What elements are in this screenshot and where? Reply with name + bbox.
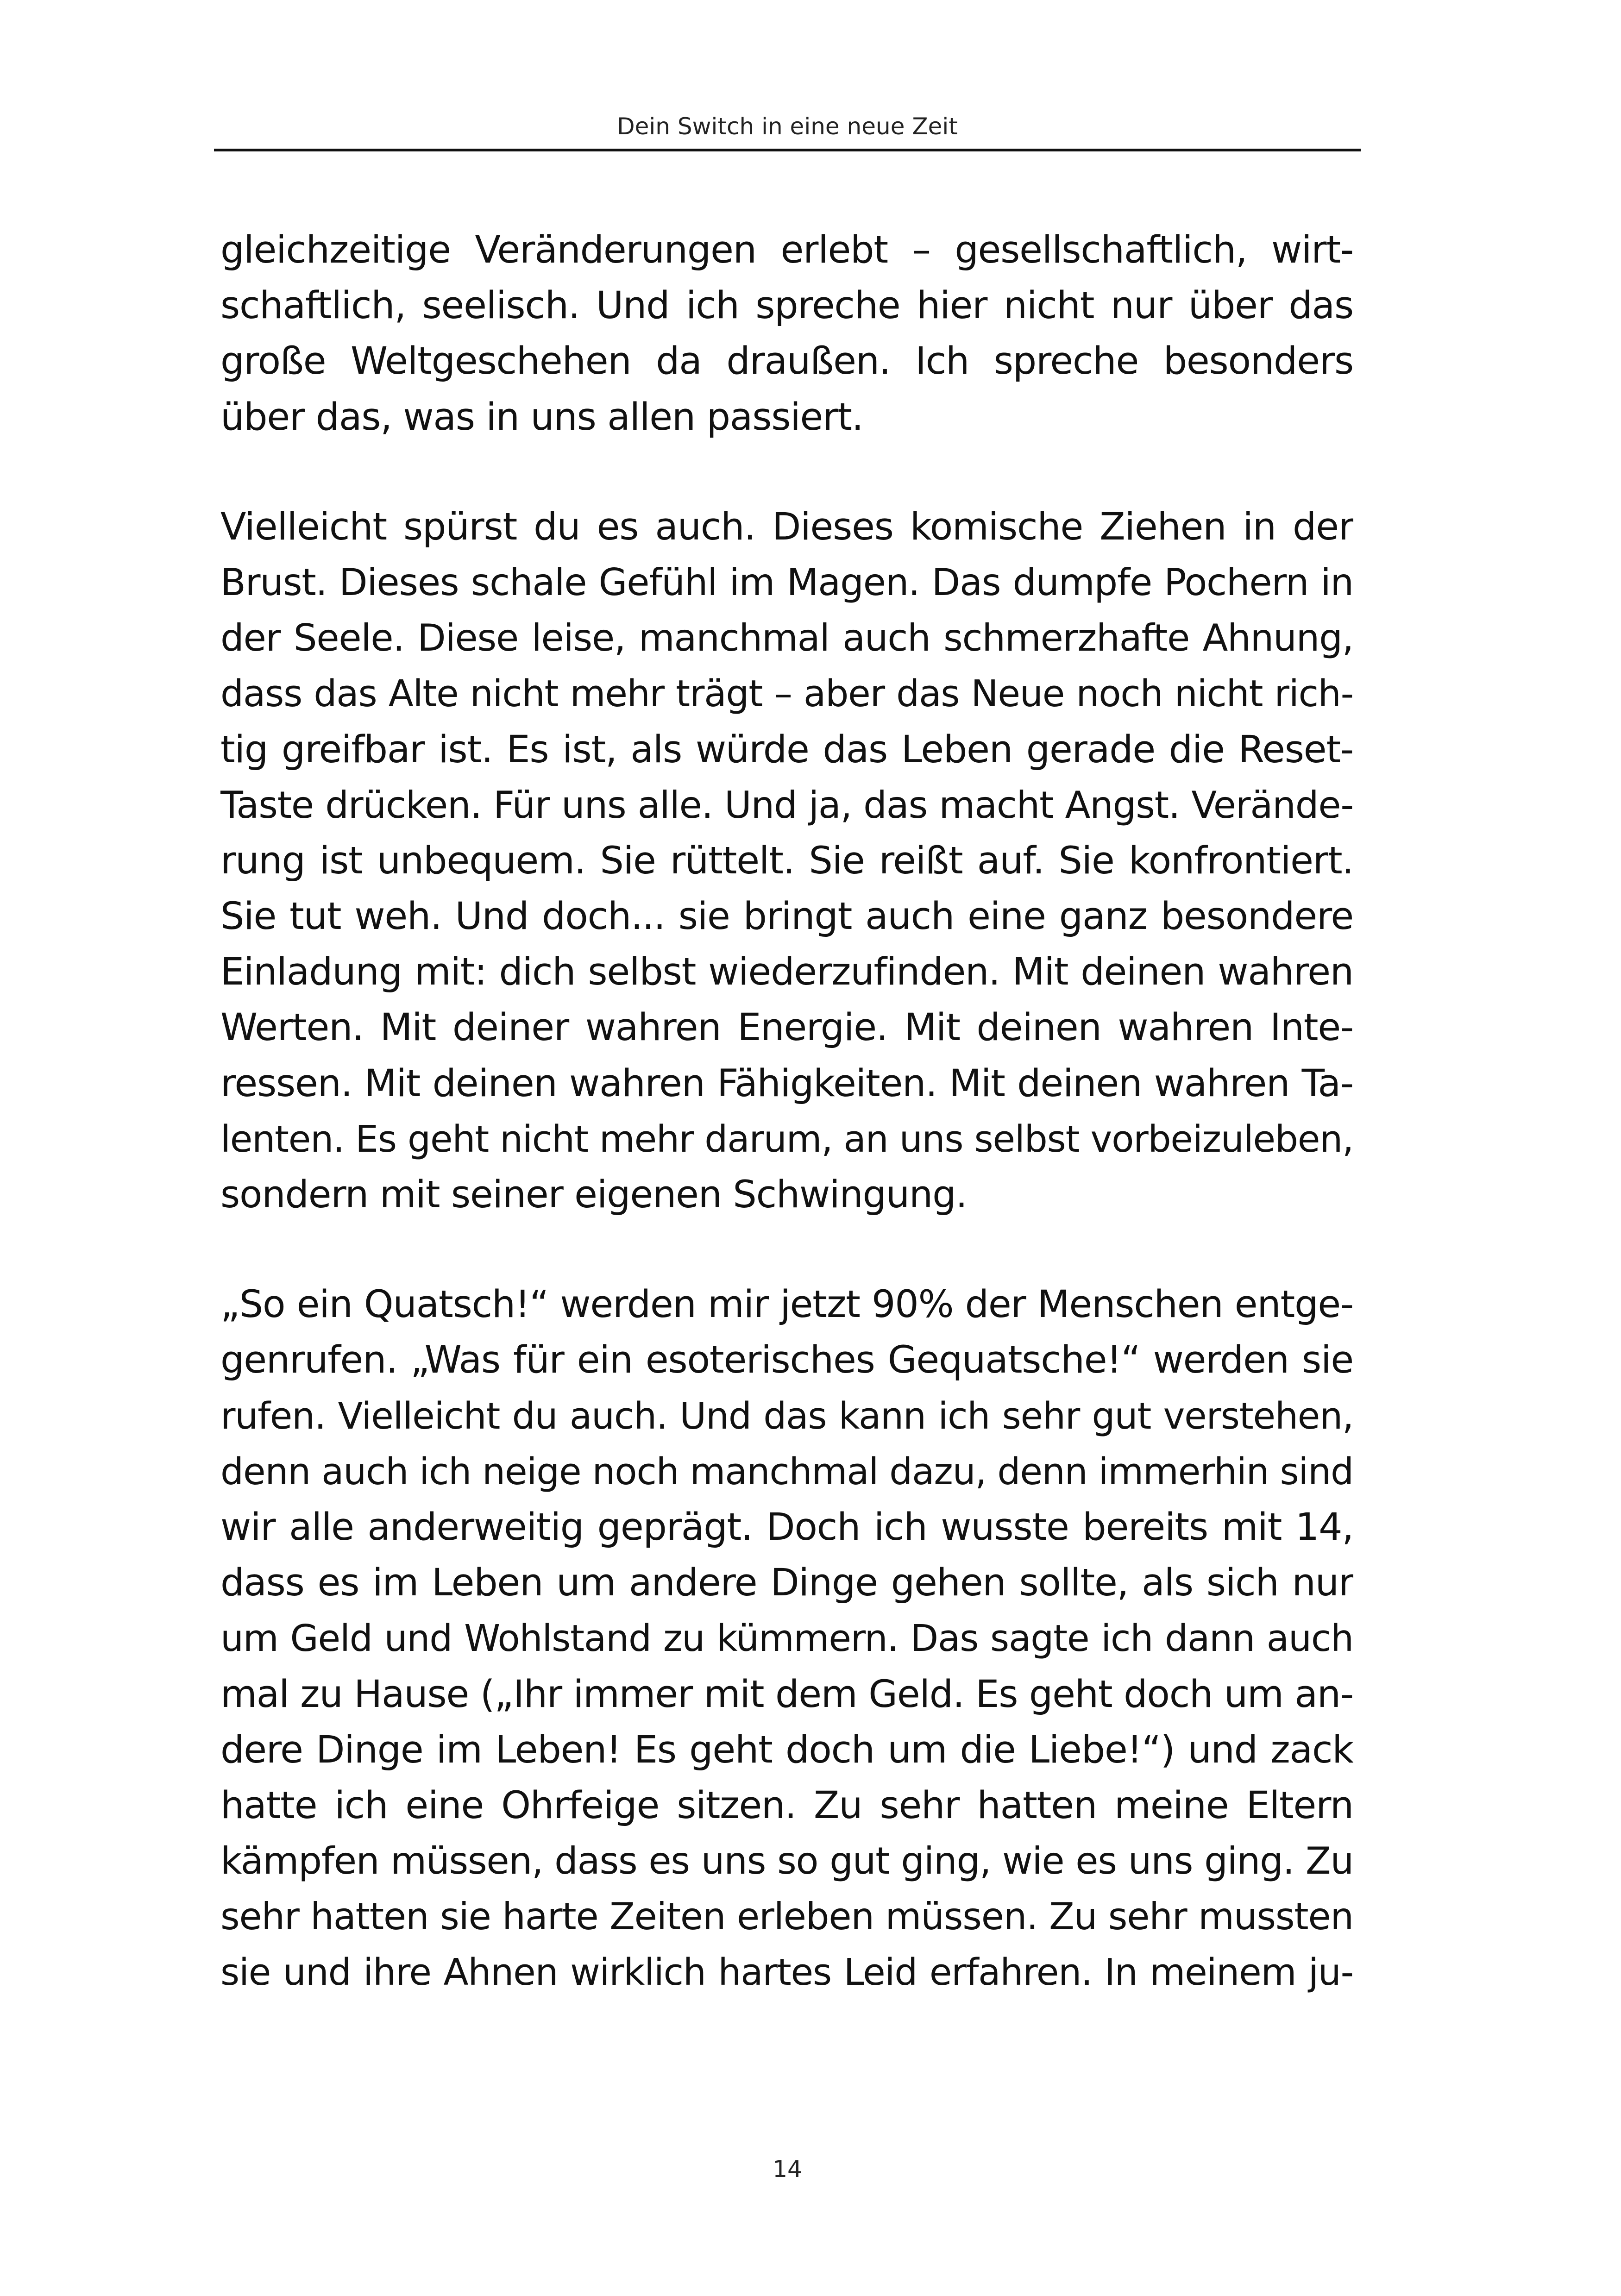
text-line: lenten. Es geht nicht mehr darum, an uns selbst vorbeizuleben, (220, 1117, 1353, 1161)
text-line: der Seele. Diese leise, manchmal auch schmerzhafte Ahnung, (220, 616, 1353, 660)
text-line: um Geld und Wohlstand zu kümmern. Das sagte ich dann auch (220, 1617, 1353, 1660)
text-line: tig greifbar ist. Es ist, als würde das Leben gerade die Reset- (220, 728, 1353, 772)
header-rule (214, 149, 1361, 151)
text-line: gleichzeitige Veränderungen erlebt – gesellschaftlich, wirt- (220, 228, 1353, 272)
text-line: dere Dinge im Leben! Es geht doch um die Liebe!“) und zack (220, 1728, 1353, 1772)
text-line: sie und ihre Ahnen wirklich hartes Leid erfahren. In meinem ju- (220, 1951, 1353, 1994)
text-line: Werten. Mit deiner wahren Energie. Mit deinen wahren Inte- (220, 1006, 1353, 1050)
text-line: Taste drücken. Für uns alle. Und ja, das macht Angst. Verände- (220, 783, 1353, 827)
paragraph (220, 499, 1353, 1223)
text-line: ressen. Mit deinen wahren Fähigkeiten. Mit deinen wahren Ta- (220, 1061, 1353, 1105)
paragraph (220, 222, 1353, 445)
text-line: Sie tut weh. Und doch... sie bringt auch eine ganz besondere (220, 895, 1353, 939)
text-line: sehr hatten sie harte Zeiten erleben müssen. Zu sehr mussten (220, 1895, 1353, 1938)
page-number: 14 (773, 2156, 802, 2183)
text-line: dass das Alte nicht mehr trägt – aber das Neue noch nicht rich- (220, 672, 1353, 715)
text-line: Vielleicht spürst du es auch. Dieses komische Ziehen in der (220, 505, 1353, 549)
body-text (220, 222, 1353, 2001)
text-line: mal zu Hause („Ihr immer mit dem Geld. Es geht doch um an- (220, 1672, 1353, 1716)
text-line: „So ein Quatsch!“ werden mir jetzt 90% der Menschen entge- (220, 1283, 1353, 1327)
paragraph (220, 1277, 1353, 2000)
text-line: rufen. Vielleicht du auch. Und das kann ich sehr gut verstehen, (220, 1394, 1353, 1437)
text-line: große Weltgeschehen da draußen. Ich spreche besonders (220, 339, 1353, 383)
running-header: Dein Switch in eine neue Zeit (617, 113, 958, 140)
text-line: Einladung mit: dich selbst wiederzufinden. Mit deinen wahren (220, 950, 1353, 994)
text-line: sondern mit seiner eigenen Schwingung. (220, 1173, 967, 1217)
text-line: genrufen. „Was für ein esoterisches Gequatsche!“ werden sie (220, 1338, 1353, 1382)
paragraph-gap (220, 1223, 1353, 1277)
text-line: Brust. Dieses schale Gefühl im Magen. Das dumpfe Pochern in (220, 560, 1353, 604)
paragraph-gap (220, 445, 1353, 499)
text-line: dass es im Leben um andere Dinge gehen sollte, als sich nur (220, 1561, 1353, 1605)
text-line: denn auch ich neige noch manchmal dazu, denn immerhin sind (220, 1450, 1353, 1493)
text-line: hatte ich eine Ohrfeige sitzen. Zu sehr hatten meine Eltern (220, 1783, 1353, 1827)
text-line: über das, was in uns allen passiert. (220, 395, 863, 439)
text-line: kämpfen müssen, dass es uns so gut ging, wie es uns ging. Zu (220, 1839, 1353, 1883)
text-line: wir alle anderweitig geprägt. Doch ich wusste bereits mit 14, (220, 1505, 1353, 1549)
text-line: schaftlich, seelisch. Und ich spreche hier nicht nur über das (220, 284, 1353, 328)
text-line: rung ist unbequem. Sie rüttelt. Sie reißt auf. Sie konfrontiert. (220, 839, 1353, 883)
